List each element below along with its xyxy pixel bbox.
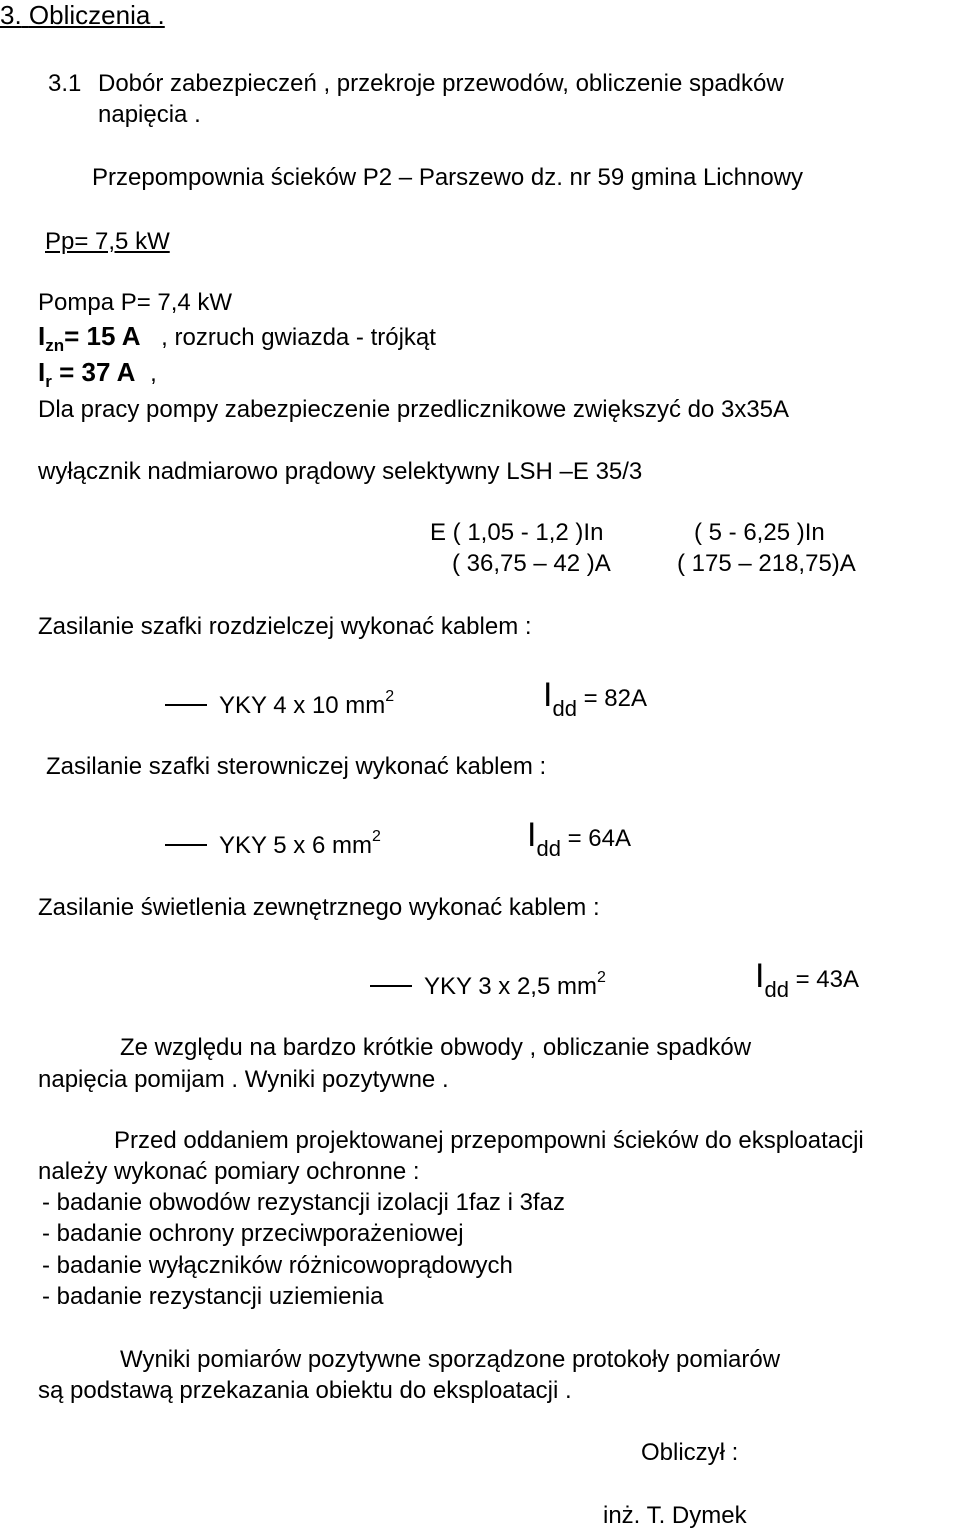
cable-type-3: YKY 3 x 2,5 mm <box>424 973 597 1000</box>
cable-unit-sup-3: 2 <box>596 969 606 986</box>
measurement-item: - badanie wyłączników różnicowoprądowych <box>42 1252 513 1279</box>
dash-marker <box>370 985 412 987</box>
pump-power: Pompa P= 7,4 kW <box>38 289 233 316</box>
section-heading <box>0 1 165 31</box>
subsection-number: 3.1 <box>48 70 82 97</box>
object-description: Przepompownia ścieków P2 – Parszewo dz. nr 59 gmina Lichnowy <box>92 164 804 191</box>
installed-power: Pp= 7,5 kW <box>45 228 170 255</box>
dash-marker <box>165 844 207 846</box>
measurement-item: - badanie rezystancji uziemienia <box>42 1283 384 1310</box>
idd-subscript-3: dd <box>764 977 789 1002</box>
protection-text: Dla pracy pompy zabezpieczenie przedlicznikowe zwiększyć do 3x35A <box>38 396 790 423</box>
izn-note: , rozruch gwiazda - trójkąt <box>161 324 436 351</box>
cable-current-2 <box>527 816 631 861</box>
idd-subscript-1: dd <box>552 696 577 721</box>
results-line1: Wyniki pomiarów pozytywne sporządzone protokoły pomiarów <box>120 1346 781 1373</box>
cable-spec-1 <box>165 688 394 720</box>
cable-intro-2: Zasilanie szafki sterowniczej wykonać kablem : <box>46 753 547 780</box>
signature-name: inż. T. Dymek <box>603 1502 747 1529</box>
subsection-title-line2: napięcia . <box>98 101 201 128</box>
idd-symbol-2: I <box>527 816 537 854</box>
idd-value-3: = 43A <box>788 966 859 993</box>
measurements-intro-line2: należy wykonać pomiary ochronne : <box>38 1158 420 1185</box>
subsection-title-line1: Dobór zabezpieczeń , przekroje przewodów, obliczenie spadków <box>98 70 784 97</box>
starting-current-line <box>38 358 157 392</box>
ir-note: , <box>143 360 157 387</box>
cable-spec-3 <box>370 969 606 1001</box>
range-left-2: ( 36,75 – 42 )A <box>452 550 611 577</box>
cable-spec-2 <box>165 828 381 860</box>
voltage-drop-line1: Ze względu na bardzo krótkie obwody , obliczanie spadków <box>120 1034 752 1061</box>
idd-subscript-2: dd <box>536 836 561 861</box>
cable-unit-sup-2: 2 <box>371 828 381 845</box>
izn-value: = 15 A <box>64 321 141 351</box>
cable-current-3 <box>755 957 859 1002</box>
signature-label: Obliczył : <box>641 1439 739 1466</box>
section-heading-text: 3. Obliczenia . <box>0 0 165 30</box>
nominal-current-line <box>38 322 436 356</box>
cable-intro-3: Zasilanie świetlenia zewnętrznego wykonać kablem : <box>38 894 600 921</box>
idd-symbol-3: I <box>755 957 765 995</box>
results-line2: są podstawą przekazania obiektu do eksploatacji . <box>38 1377 572 1404</box>
range-right-1: ( 5 - 6,25 )In <box>694 519 825 546</box>
ir-subscript: r <box>45 372 52 391</box>
cable-unit-sup-1: 2 <box>385 688 395 705</box>
measurements-intro-line1: Przed oddaniem projektowanej przepompowni ścieków do eksploatacji <box>114 1127 864 1154</box>
cable-type-1: YKY 4 x 10 mm <box>219 692 386 719</box>
cable-current-1 <box>543 676 647 721</box>
izn-symbol: I <box>38 321 46 351</box>
range-right-2: ( 175 – 218,75)A <box>677 550 856 577</box>
subsection-heading <box>48 70 81 98</box>
idd-symbol-1: I <box>543 676 553 714</box>
idd-value-2: = 64A <box>560 825 631 852</box>
breaker-text: wyłącznik nadmiarowo prądowy selektywny LSH –E 35/3 <box>38 458 643 485</box>
cable-intro-1: Zasilanie szafki rozdzielczej wykonać kablem : <box>38 613 532 640</box>
ir-symbol: I <box>38 357 46 387</box>
measurement-item: - badanie ochrony przeciwporażeniowej <box>42 1220 464 1247</box>
izn-subscript: zn <box>45 336 65 355</box>
measurement-item: - badanie obwodów rezystancji izolacji 1faz i 3faz <box>42 1189 565 1216</box>
range-left-1: E ( 1,05 - 1,2 )In <box>430 519 604 546</box>
ir-value: = 37 A <box>51 357 136 387</box>
voltage-drop-line2: napięcia pomijam . Wyniki pozytywne . <box>38 1066 449 1093</box>
idd-value-1: = 82A <box>576 685 647 712</box>
dash-marker <box>165 704 207 706</box>
cable-type-2: YKY 5 x 6 mm <box>219 832 372 859</box>
